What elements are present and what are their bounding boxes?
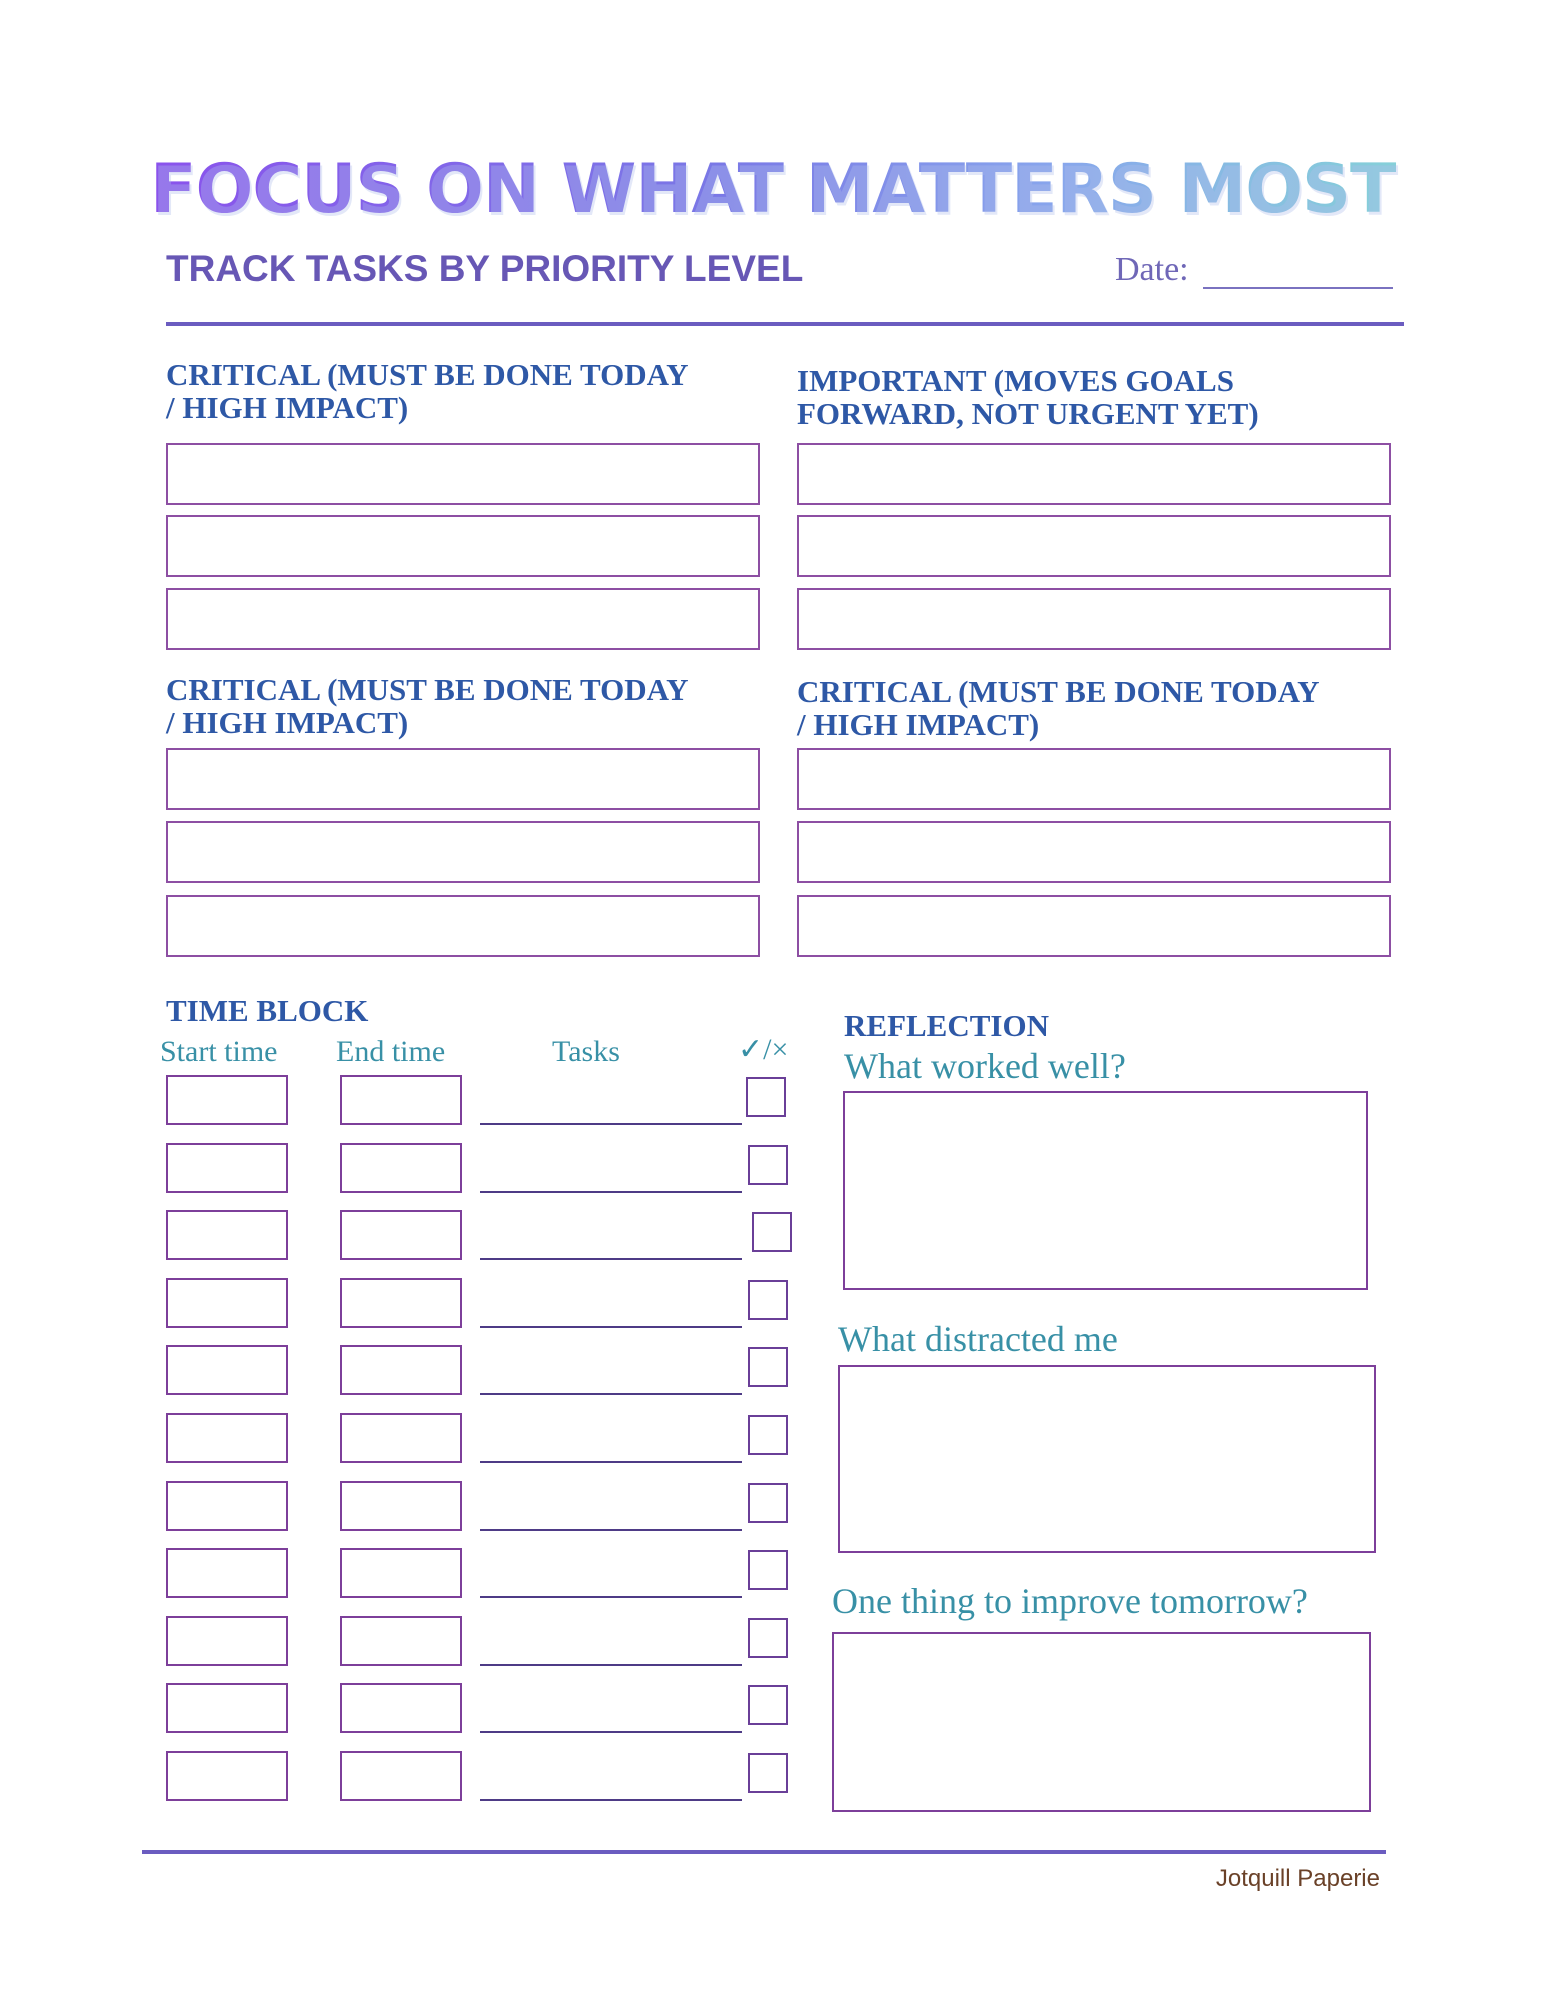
task-entry-line[interactable]	[480, 1123, 742, 1125]
reflection-box-worked-well[interactable]	[843, 1091, 1368, 1290]
tasks-label: Tasks	[552, 1035, 620, 1068]
task-box[interactable]	[166, 748, 760, 810]
end-time-box[interactable]	[340, 1210, 462, 1260]
end-time-box[interactable]	[340, 1616, 462, 1666]
date-label: Date:	[1115, 251, 1189, 288]
task-entry-line[interactable]	[480, 1191, 742, 1193]
task-box[interactable]	[797, 515, 1391, 577]
check-cross-label: ✓/×	[738, 1033, 789, 1066]
done-checkbox[interactable]	[746, 1077, 786, 1117]
task-entry-line[interactable]	[480, 1799, 742, 1801]
brand-label: Jotquill Paperie	[1215, 1865, 1380, 1892]
header-divider	[166, 322, 1404, 326]
time-block-heading: TIME BLOCK	[166, 993, 369, 1028]
start-time-box[interactable]	[166, 1481, 288, 1531]
task-box[interactable]	[797, 748, 1391, 810]
done-checkbox[interactable]	[748, 1685, 788, 1725]
reflection-box-improve[interactable]	[832, 1632, 1371, 1812]
start-time-box[interactable]	[166, 1683, 288, 1733]
task-box[interactable]	[797, 821, 1391, 883]
reflection-question-worked-well: What worked well?	[844, 1046, 1126, 1086]
done-checkbox[interactable]	[748, 1145, 788, 1185]
start-time-box[interactable]	[166, 1413, 288, 1463]
done-checkbox[interactable]	[752, 1212, 792, 1252]
task-entry-line[interactable]	[480, 1461, 742, 1463]
task-entry-line[interactable]	[480, 1393, 742, 1395]
done-checkbox[interactable]	[748, 1347, 788, 1387]
start-time-box[interactable]	[166, 1751, 288, 1801]
end-time-box[interactable]	[340, 1413, 462, 1463]
reflection-question-distracted: What distracted me	[838, 1319, 1118, 1359]
task-entry-line[interactable]	[480, 1529, 742, 1531]
start-time-box[interactable]	[166, 1143, 288, 1193]
done-checkbox[interactable]	[748, 1618, 788, 1658]
end-time-box[interactable]	[340, 1345, 462, 1395]
page-subtitle: TRACK TASKS BY PRIORITY LEVEL	[166, 248, 804, 289]
date-field-line[interactable]	[1203, 287, 1393, 289]
task-entry-line[interactable]	[480, 1596, 742, 1598]
end-time-box[interactable]	[340, 1278, 462, 1328]
done-checkbox[interactable]	[748, 1280, 788, 1320]
task-box[interactable]	[166, 588, 760, 650]
task-box[interactable]	[166, 443, 760, 505]
reflection-question-improve: One thing to improve tomorrow?	[832, 1581, 1308, 1621]
footer-divider	[142, 1850, 1386, 1854]
start-time-box[interactable]	[166, 1616, 288, 1666]
start-time-box[interactable]	[166, 1210, 288, 1260]
end-time-label: End time	[336, 1035, 446, 1068]
task-box[interactable]	[166, 895, 760, 957]
reflection-box-distracted[interactable]	[838, 1365, 1376, 1553]
task-box[interactable]	[166, 821, 760, 883]
start-time-label: Start time	[160, 1035, 278, 1068]
priority-heading-important: IMPORTANT (MOVES GOALS FORWARD, NOT URGENT YET)	[797, 363, 1259, 431]
end-time-box[interactable]	[340, 1751, 462, 1801]
done-checkbox[interactable]	[748, 1483, 788, 1523]
start-time-box[interactable]	[166, 1278, 288, 1328]
done-checkbox[interactable]	[748, 1550, 788, 1590]
task-box[interactable]	[797, 588, 1391, 650]
task-box[interactable]	[797, 895, 1391, 957]
task-box[interactable]	[166, 515, 760, 577]
start-time-box[interactable]	[166, 1075, 288, 1125]
done-checkbox[interactable]	[748, 1415, 788, 1455]
task-entry-line[interactable]	[480, 1326, 742, 1328]
start-time-box[interactable]	[166, 1548, 288, 1598]
end-time-box[interactable]	[340, 1548, 462, 1598]
reflection-heading: REFLECTION	[844, 1008, 1049, 1043]
done-checkbox[interactable]	[748, 1753, 788, 1793]
start-time-box[interactable]	[166, 1345, 288, 1395]
end-time-box[interactable]	[340, 1683, 462, 1733]
task-entry-line[interactable]	[480, 1258, 742, 1260]
end-time-box[interactable]	[340, 1143, 462, 1193]
task-entry-line[interactable]	[480, 1664, 742, 1666]
priority-heading-critical-3: CRITICAL (MUST BE DONE TODAY / HIGH IMPACT)	[797, 674, 1320, 742]
priority-heading-critical-1: CRITICAL (MUST BE DONE TODAY / HIGH IMPACT)	[166, 357, 689, 425]
task-box[interactable]	[797, 443, 1391, 505]
priority-heading-critical-2: CRITICAL (MUST BE DONE TODAY / HIGH IMPACT)	[166, 672, 689, 740]
end-time-box[interactable]	[340, 1075, 462, 1125]
task-entry-line[interactable]	[480, 1731, 742, 1733]
page-title: FOCUS ON WHAT MATTERS MOST	[150, 140, 1410, 240]
end-time-box[interactable]	[340, 1481, 462, 1531]
